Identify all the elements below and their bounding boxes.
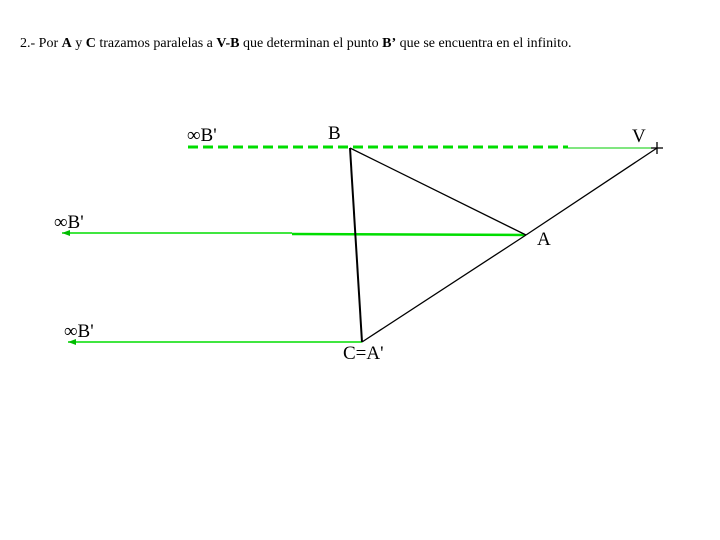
label-inf-b-bottom: ∞B'	[64, 321, 94, 342]
segment-b-a	[350, 148, 526, 235]
caption-suffix: que se encuentra en el infinito.	[396, 36, 572, 51]
parallel-a-thick	[292, 234, 525, 235]
segment-a-v	[526, 148, 657, 235]
label-v: V	[632, 126, 646, 147]
label-c: C=A'	[343, 343, 384, 364]
label-inf-b-top: ∞B'	[187, 125, 217, 146]
label-a: A	[537, 229, 551, 250]
caption-y: y	[71, 36, 86, 51]
caption-prefix: 2.- Por	[20, 36, 62, 51]
caption-mid2: que determinan el punto	[239, 36, 383, 51]
caption-vb: V-B	[216, 36, 240, 51]
label-inf-b-mid: ∞B'	[54, 212, 84, 233]
caption-bprime: B’	[382, 36, 397, 51]
segment-a-c	[362, 235, 526, 342]
caption-a: A	[61, 36, 72, 51]
caption-c: C	[85, 36, 96, 51]
caption-mid: trazamos paralelas a	[95, 36, 217, 51]
segment-b-c	[350, 148, 362, 342]
label-b: B	[328, 123, 341, 144]
